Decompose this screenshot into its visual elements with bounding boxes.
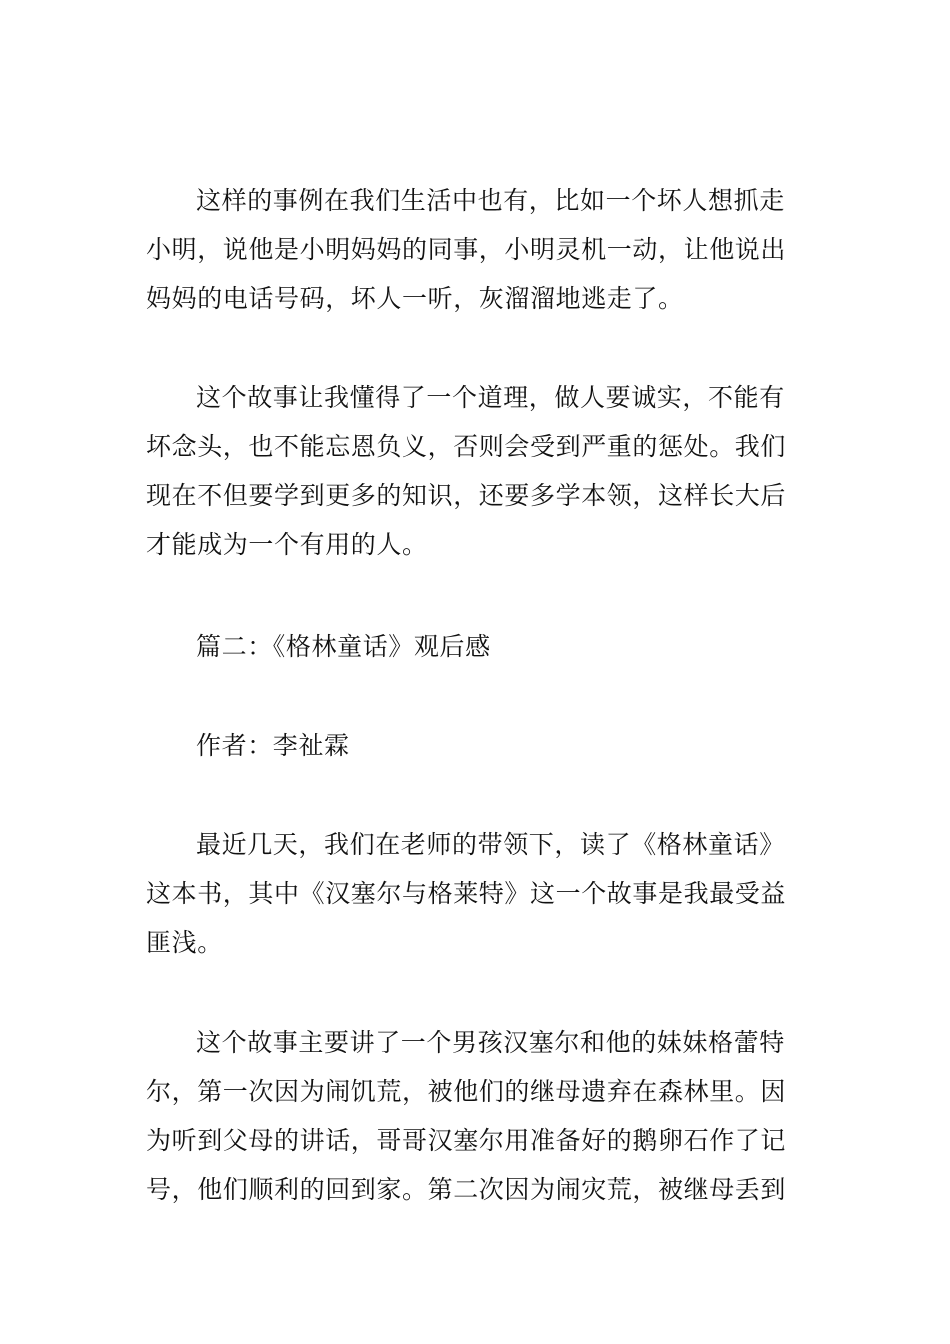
text-line: 最近几天，我们在老师的带领下，读了《格林童话》 (196, 830, 785, 859)
author-line (146, 721, 808, 770)
text-line: 这样的事例在我们生活中也有，比如一个坏人想抓走 (196, 186, 785, 215)
text-line: 为听到父母的讲话，哥哥汉塞尔用准备好的鹅卵石作了记 (146, 1126, 787, 1155)
text-line: 妈妈的电话号码，坏人一听，灰溜溜地逃走了。 (146, 284, 684, 313)
text-line: 这个故事主要讲了一个男孩汉塞尔和他的妹妹格蕾特 (196, 1028, 785, 1057)
section-heading (146, 622, 808, 671)
paragraph-lesson (146, 373, 808, 569)
paragraph-example (146, 176, 808, 323)
text-line: 这个故事让我懂得了一个道理，做人要诚实，不能有 (196, 383, 785, 412)
text-line: 尔，第一次因为闹饥荒，被他们的继母遗弃在森林里。因 (146, 1077, 787, 1106)
text-line: 才能成为一个有用的人。 (146, 530, 428, 559)
heading-text: 篇二：《格林童话》观后感 (196, 632, 491, 661)
paragraph-story (146, 1018, 808, 1214)
text-line: 号，他们顺利的回到家。第二次因为闹灾荒，被继母丢到 (146, 1175, 787, 1204)
text-line: 匪浅。 (146, 928, 223, 957)
paragraph-intro (146, 820, 808, 967)
text-line: 坏念头，也不能忘恩负义，否则会受到严重的惩处。我们 (146, 432, 787, 461)
author-text: 作者：李祉霖 (196, 731, 350, 760)
text-line: 这本书，其中《汉塞尔与格莱特》这一个故事是我最受益 (146, 879, 787, 908)
text-line: 小明，说他是小明妈妈的同事，小明灵机一动，让他说出 (146, 235, 787, 264)
text-line: 现在不但要学到更多的知识，还要多学本领，这样长大后 (146, 481, 787, 510)
